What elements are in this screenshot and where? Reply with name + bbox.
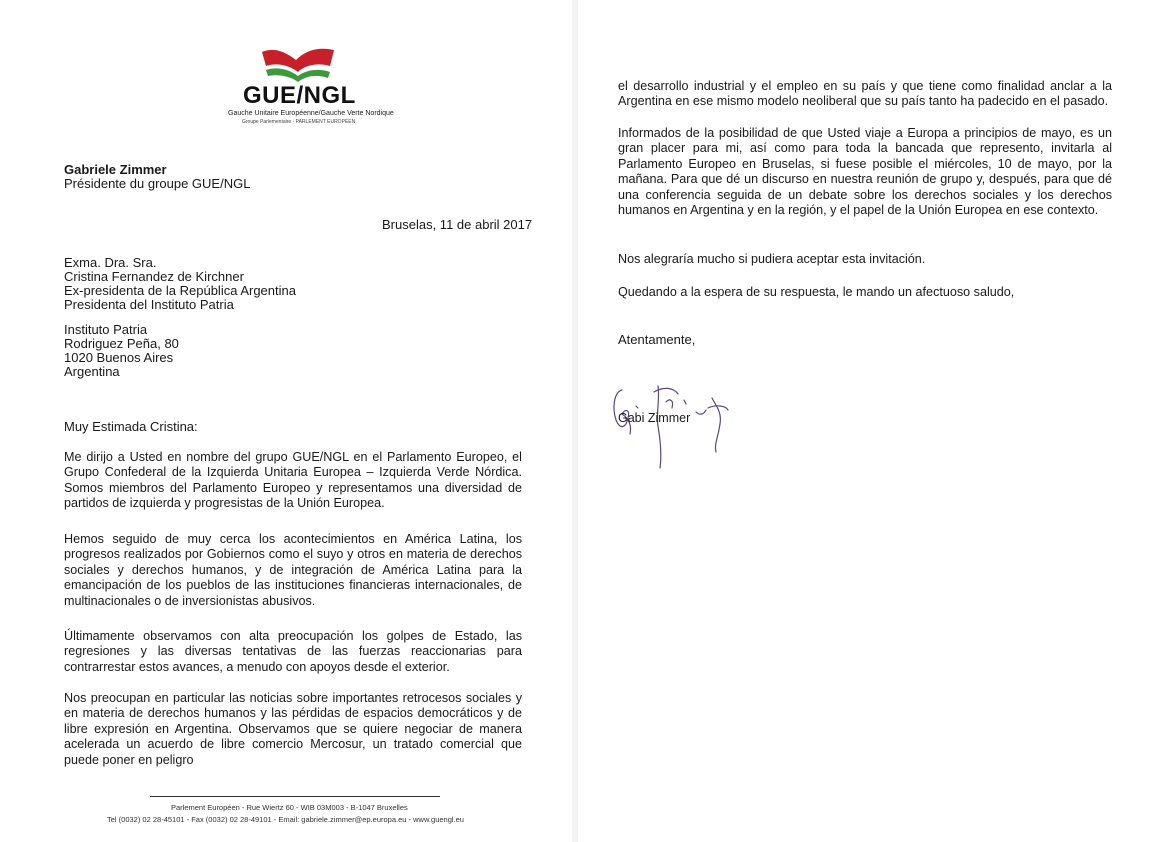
- address-line: Instituto Patria: [64, 322, 148, 337]
- body-paragraph: Nos alegraría mucho si pudiera aceptar esta invitación.: [618, 252, 926, 266]
- recipient-line: Ex-presidenta de la República Argentina: [64, 283, 296, 298]
- logo-subtitle: Gauche Unitaire Européenne/Gauche Verte Nordique: [228, 110, 394, 117]
- sender-role: Présidente du groupe GUE/NGL: [64, 176, 251, 191]
- letter-page-1: [0, 0, 572, 842]
- flag-logo-icon: [258, 44, 338, 84]
- recipient-line: Presidenta del Instituto Patria: [64, 297, 234, 312]
- body-paragraph: Hemos seguido de muy cerca los acontecimientos en América Latina, los progresos realizados por Gobiernos como el suyo y otros en materia de derechos sociales y derechos humanos, y de integración de América Latina para la emancipación de los pueblos de las instituciones financieras internacionales, de multinacionales o de inversionistas abusivos.: [64, 532, 522, 608]
- footer-contact: Tel (0032) 02 28-45101 - Fax (0032) 02 28-49101 - Email: gabriele.zimmer@ep.europa.eu - www.guengl.eu: [107, 815, 464, 824]
- recipient-line: Cristina Fernandez de Kirchner: [64, 269, 244, 284]
- body-paragraph: Informados de la posibilidad de que Usted viaje a Europa a principios de mayo, es un gran placer para mi, así como para toda la bancada que represento, invitarla al Parlamento Europeo en Bruselas, si fuese posible el miércoles, 10 de mayo, por la mañana. Para que dé un discurso en nuestra reunión de grupo y, después, para que dé una conferencia seguida de un debate sobre los derechos sociales y los derechos humanos en Argentina y en la región, y el papel de la Unión Europea en ese contexto.: [618, 126, 1112, 218]
- gue-ngl-logo: [228, 44, 394, 125]
- recipient-line: Exma. Dra. Sra.: [64, 255, 157, 270]
- salutation: Muy Estimada Cristina:: [64, 419, 198, 434]
- body-paragraph: Me dirijo a Usted en nombre del grupo GUE/NGL en el Parlamento Europeo, el Grupo Confederal de la Izquierda Unitaria Europea – Izquierda Verde Nórdica. Somos miembros del Parlamento Europeo y representamos una diversidad de partidos de izquierda y progresistas de la Unión Europea.: [64, 450, 522, 511]
- signature-name: Gabi Zimmer: [618, 411, 691, 425]
- address-line: 1020 Buenos Aires: [64, 350, 174, 365]
- footer-divider: [150, 796, 440, 797]
- body-paragraph: el desarrollo industrial y el empleo en su país y que tiene como finalidad anclar a la Argentina en ese mismo modelo neoliberal que su país tanto ha padecido en el pasado.: [618, 79, 1112, 109]
- address-line: Rodriguez Peña, 80: [64, 336, 179, 351]
- letter-date: Bruselas, 11 de abril 2017: [382, 217, 533, 232]
- logo-wordmark: GUE/NGL: [243, 82, 356, 109]
- body-paragraph: Últimamente observamos con alta preocupación los golpes de Estado, las regresiones y las diversas tentativas de las fuerzas reaccionarias para contrarrestar estos avances, a menudo con apoyos desde el exterior.: [64, 629, 522, 674]
- address-line: Argentina: [64, 364, 120, 379]
- letter-page-2: [578, 0, 1155, 842]
- footer-address: Parlement Européen - Rue Wiertz 60 - WIB 03M003 - B-1047 Bruxelles: [171, 803, 408, 812]
- body-paragraph: Nos preocupan en particular las noticias sobre importantes retrocesos sociales y en materia de derechos humanos y las pérdidas de espacios democráticos y de libre expresión en Argentina. Observamos que se quiere negociar de manera acelerada un acuerdo de libre comercio Mercosur, un tratado comercial que puede poner en peligro: [64, 691, 522, 767]
- recipient-block: [64, 256, 296, 312]
- logo-subtitle-small: Groupe Parlementaire · PARLEMENT EUROPÉEN: [242, 119, 356, 125]
- body-paragraph: Quedando a la espera de su respuesta, le mando un afectuoso saludo,: [618, 285, 1015, 299]
- closing: Atentamente,: [618, 332, 696, 347]
- sender-name: Gabriele Zimmer: [64, 162, 167, 177]
- recipient-address: [64, 323, 179, 379]
- handwritten-signature: [608, 368, 758, 488]
